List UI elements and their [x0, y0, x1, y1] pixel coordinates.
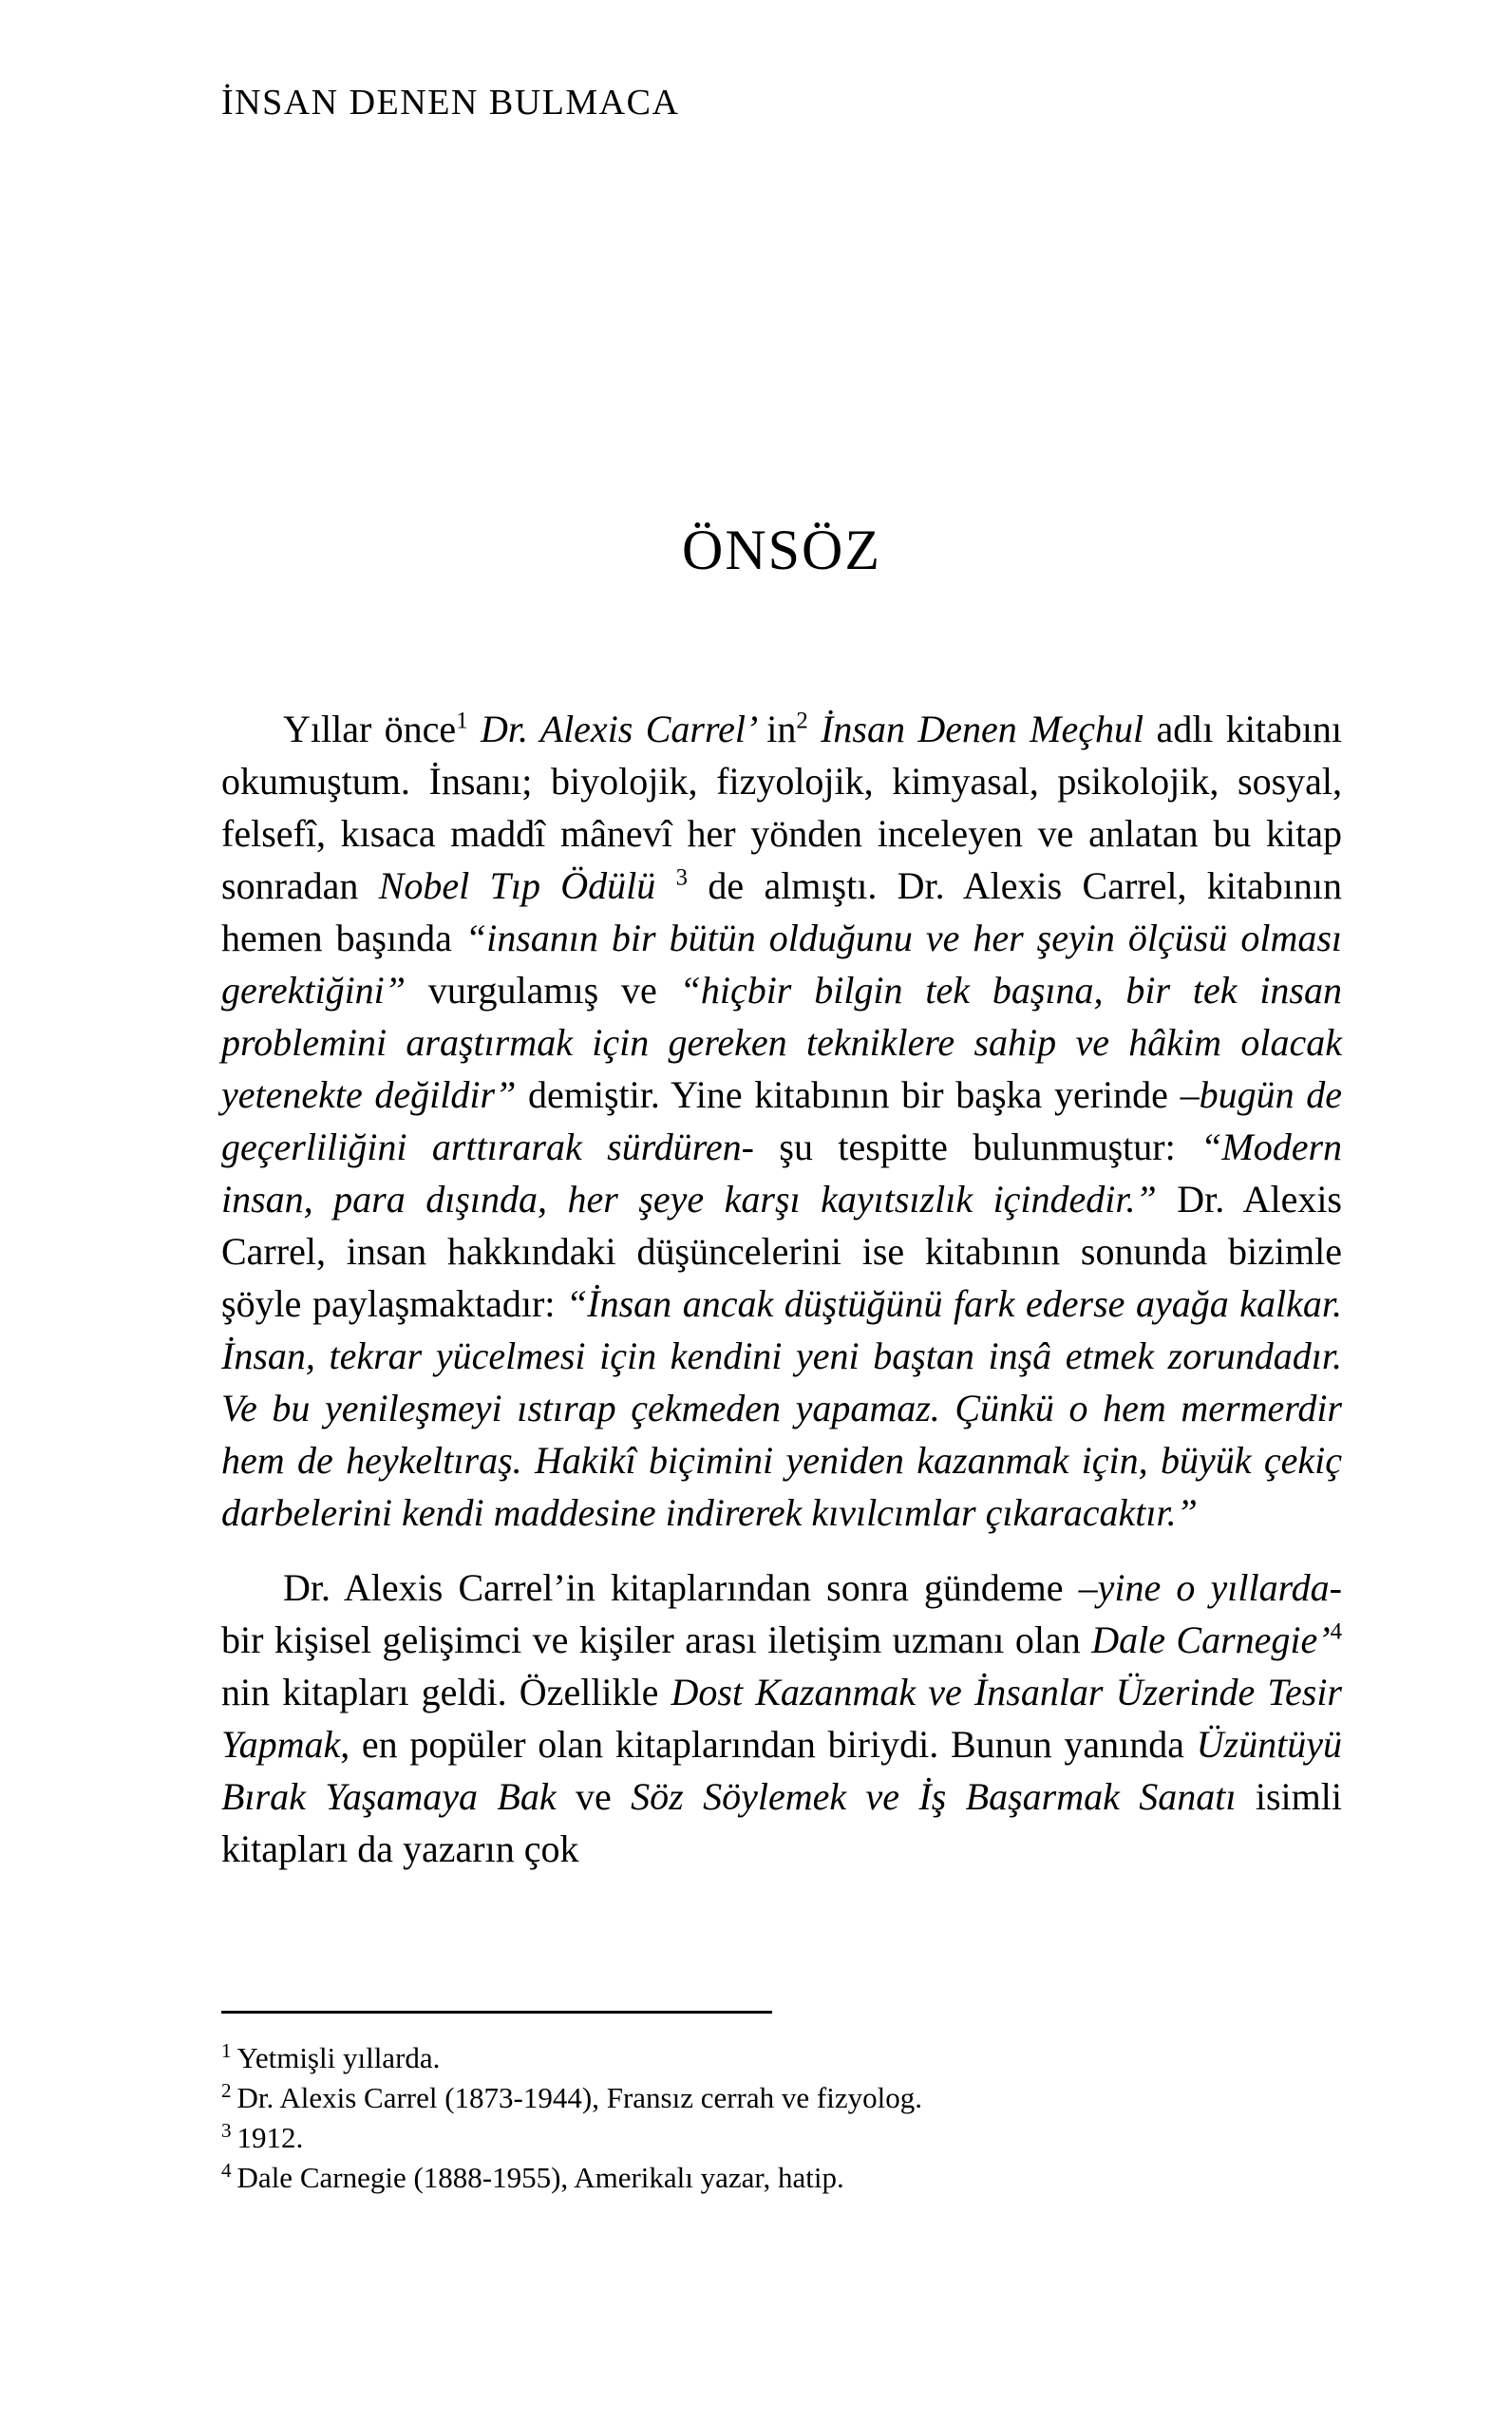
- footnote-separator: [221, 2011, 772, 2014]
- footnote-marker: 3: [221, 2118, 232, 2142]
- running-header: İNSAN DENEN BULMACA: [221, 83, 680, 123]
- footnote-text: Yetmişli yıllarda.: [236, 2041, 441, 2074]
- footnote-marker: 1: [221, 2038, 232, 2062]
- footnote-text: Dale Carnegie (1888-1955), Amerikalı yazar, hatip.: [236, 2161, 844, 2194]
- footnote-marker: 4: [221, 2158, 232, 2182]
- footnote-4: [221, 2158, 1342, 2198]
- body-paragraph-2: Dr. Alexis Carrel’in kitaplarından sonra gündeme –yine o yıllarda- bir kişisel gelişimci ve kişiler arası iletişim uzmanı olan Dale Carnegie’$^4$ nin kitapları geldi. Özellikle Dost Kazanmak ve İnsanlar Üzerinde Tesir Yapmak, en popüler olan kitaplarından biriydi. Bunun yanında Üzüntüyü Bırak Yaşamaya Bak ve Söz Söylemek ve İş Başarmak Sanatı isimli kitapları da yazarın çok: [221, 1566, 1342, 1870]
- footnote-1: [221, 2038, 1342, 2078]
- footnote-text: Dr. Alexis Carrel (1873-1944), Fransız cerrah ve fizyolog.: [236, 2081, 922, 2114]
- footnote-reference: 1: [456, 708, 468, 734]
- footnote-2: [221, 2078, 1342, 2118]
- footnote-reference: 4: [1330, 1618, 1342, 1645]
- footnote-3: [221, 2118, 1342, 2158]
- chapter-title: ÖNSÖZ: [681, 519, 881, 581]
- footnote-reference: 2: [796, 708, 808, 734]
- footnote-text: 1912.: [236, 2121, 304, 2154]
- body-paragraph-1: Yıllar önce$^1$ Dr. Alexis Carrel’ in$^2$ İnsan Denen Meçhul adlı kitabını okumuştum. İnsanı; biyolojik, fizyolojik, kimyasal, psikolojik, sosyal, felsefî, kısaca maddî mânevî her yönden inceleyen ve anlatan bu kitap sonradan Nobel Tıp Ödülü $^3$ de almıştı. Dr. Alexis Carrel, kitabının hemen başında “insanın bir bütün olduğunu ve her şeyin ölçüsü olması gerektiğini” vurgulamış ve “hiçbir bilgin tek başına, bir tek insan problemini araştırmak için gereken tekniklere sahip ve hâkim olacak yetenekte değildir” demiştir. Yine kitabının bir başka yerinde –bugün de geçerliliğini arttırarak sürdüren- şu tespitte bulunmuştur: “Modern insan, para dışında, her şeye karşı kayıtsızlık içindedir.” Dr. Alexis Carrel, insan hakkındaki düşüncelerini ise kitabının sonunda bizimle şöyle paylaşmaktadır: “İnsan ancak düştüğünü fark ederse ayağa kalkar. İnsan, tekrar yücelmesi için kendini yeni baştan inşâ etmek zorundadır. Ve bu yenileşmeyi ıstırap çekmeden yapamaz. Çünkü o hem mermerdir hem de heykeltıraş. Hakikî biçimini yeniden kazanmak için, büyük çekiç darbelerini kendi maddesine indirerek kıvılcımlar çıkaracaktır.”: [221, 708, 1343, 1534]
- footnote-reference: 3: [675, 864, 689, 891]
- body-text: [221, 703, 1342, 1875]
- footnotes: [221, 2038, 1342, 2198]
- footnote-marker: 2: [221, 2078, 232, 2102]
